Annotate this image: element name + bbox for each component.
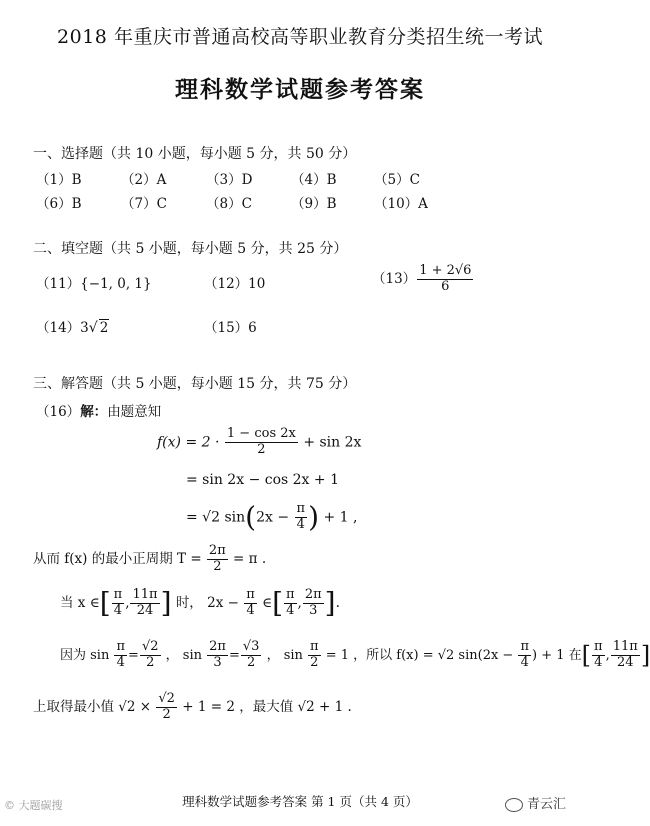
interval-left-start [112,588,125,619]
watermark-right [505,793,566,812]
fraction-denominator: 2 [213,558,222,574]
fraction-denominator: 4 [116,654,125,670]
fraction-numerator: π [296,501,306,516]
equation-lhs: f(x) = 2 · [157,434,220,451]
fraction-numerator: 1 + 2√6 [419,263,472,278]
answer-3: （3）D [206,172,253,188]
section1-heading: 一、选择题（共 10 小题，每小题 5 分，共 50 分） [33,146,357,162]
question-16-header [36,400,161,420]
answer-13 [372,264,474,295]
answer-15: （15）6 [204,320,257,336]
answer-9: （9）B [291,196,337,212]
interval-text-a: 当 x ∈ [60,594,100,611]
fraction-denominator: 4 [296,516,305,532]
fraction-numerator: π [310,639,319,654]
period-fraction [207,544,228,575]
equation-1-fraction [225,427,298,458]
max-text: + 1 = 2 ，最大值 √2 + 1 . [182,698,352,715]
interval-right-end [303,588,324,619]
fraction-numerator: π [520,639,530,654]
fraction-numerator: √2 [158,691,175,706]
equation-3-part-a: = √2 sin [186,509,246,526]
fraction-denominator: 2 [310,654,319,670]
because-interval-end [611,640,640,671]
fraction-numerator: π [113,587,123,602]
because-frac-4 [518,640,531,671]
answer-1: （1）B [36,172,82,188]
because-tail: ) + 1 在 [532,647,582,663]
fraction-denominator: 3 [213,654,222,670]
because-result-1 [140,640,161,671]
because-result-2 [241,640,262,671]
because-text: 因为 sin [60,647,110,663]
separator-1: ， sin [165,647,202,663]
fraction-numerator: √3 [242,639,260,654]
sqrt-radicand: 2 [99,320,109,336]
equation-3: = √2 sin(2x − $\frac{\pi}{4}$ ) + 1 , [186,500,358,534]
equals-sign: = [128,647,139,663]
question-16-label: （16） [36,404,81,420]
answer-5: （5）C [374,172,420,188]
interval-right-start [284,588,297,619]
fraction-numerator: π [116,639,126,654]
watermark-left: © 大题碳搜 [4,799,63,812]
answer-13-fraction [417,264,473,295]
exam-title: 2018 年重庆市普通高校高等职业教育分类招生统一考试 [57,26,543,48]
fraction-numerator: 1 − cos 2x [226,426,296,441]
answer-14-label: （14）3 [36,320,89,336]
answer-12: （12）10 [204,276,266,292]
because-interval-start [592,640,605,671]
equation-1 [157,427,361,458]
answer-2: （2）A [121,172,167,188]
answer-11: （11）{−1, 0, 1} [36,276,152,292]
interval-line: 当 x ∈[ $\frac{\pi}{4}$ , $\frac{11\pi}{24}$ ] 时， 2x − $\frac{\pi}{4}$ ∈[ $\frac{\pi}{4}$ , $\frac{2\pi}{3}$ ]. [60,586,340,620]
period-result: = π . [233,550,267,567]
fraction-denominator: 4 [246,602,255,618]
document-title: 理科数学试题参考答案 [175,76,425,103]
because-frac-3 [308,640,321,671]
fraction-denominator: 4 [113,602,123,618]
fraction-denominator: 24 [616,654,634,670]
solution-label: 解： [80,404,108,420]
section2-heading: 二、填空题（共 5 小题，每小题 5 分，共 25 分） [33,241,348,257]
fraction-numerator: π [286,587,295,602]
equation-3-part-b: 2x − [256,509,290,526]
because-conclusion: = 1 ，所以 f(x) = √2 sin(2x − [325,647,514,663]
section3-heading: 三、解答题（共 5 小题，每小题 15 分，共 75 分） [33,376,357,392]
equals-sign: = [228,647,240,663]
wechat-icon [505,798,523,812]
fraction-numerator: π [594,639,603,654]
min-text: 上取得最小值 √2 × [33,698,152,715]
min-max-line [33,692,352,723]
interval-left-end [130,588,159,619]
interval-text-b: 时， 2x − [175,594,239,611]
answer-7: （7）C [121,196,167,212]
because-frac-2 [207,640,228,671]
equation-3-part-c: + 1 , [323,509,358,526]
interval-pi-fraction [244,588,257,619]
equation-3-fraction [295,502,308,533]
fraction-numerator: 11π [612,639,638,654]
fraction-denominator: 4 [520,654,529,670]
answer-13-label: （13） [372,270,417,287]
fraction-numerator: 2π [209,639,226,654]
fraction-numerator: 11π [132,587,158,602]
answer-8: （8）C [206,196,252,212]
fraction-denominator: 4 [594,654,603,670]
fraction-denominator: 3 [309,602,318,618]
equation-rhs: + sin 2x [303,434,362,451]
page-footer: 理科数学试题参考答案 第 1 页（共 4 页） [182,794,418,809]
interval-period: . [335,594,340,611]
fraction-denominator: 2 [247,654,256,670]
fraction-denominator: 2 [146,654,155,670]
fraction-numerator: 2π [304,587,322,602]
fraction-denominator: 2 [162,706,171,722]
fraction-denominator: 24 [136,602,154,618]
answer-4: （4）B [291,172,337,188]
fraction-numerator: π [246,587,255,602]
answer-14: （14）3√ 2 [36,320,109,336]
period-line [33,544,266,575]
separator-2: ， sin [266,647,303,663]
fraction-denominator: 4 [286,602,295,618]
watermark-right-text: 青云汇 [527,797,567,812]
element-of-symbol: ∈ [262,594,273,611]
answer-6: （6）B [36,196,82,212]
because-line: 因为 sin $\frac{\pi}{4}$ = $\frac{√2}{2}$ ， sin $\frac{2\pi}{3}$ = $\frac{√3}{2}$ ， sin $\frac{\pi}{2}$ = 1 ，所以 f(x) = √2 sin(2x − $\frac{\pi}{4}$ ) + 1 在[ $\frac{\pi}{4}$ , $\frac{11\pi}{24}$ ] [60,639,650,670]
because-frac-1 [114,640,127,671]
min-fraction [156,692,177,723]
period-text: 从而 f(x) 的最小正周期 T = [33,550,202,567]
equation-2: = sin 2x − cos 2x + 1 [186,472,339,488]
fraction-numerator: 2π [208,543,226,558]
answer-10: （10）A [374,196,428,212]
fraction-denominator: 2 [257,441,266,457]
solution-intro: 由题意知 [107,404,162,420]
fraction-denominator: 6 [441,278,450,294]
fraction-numerator: √2 [141,639,159,654]
